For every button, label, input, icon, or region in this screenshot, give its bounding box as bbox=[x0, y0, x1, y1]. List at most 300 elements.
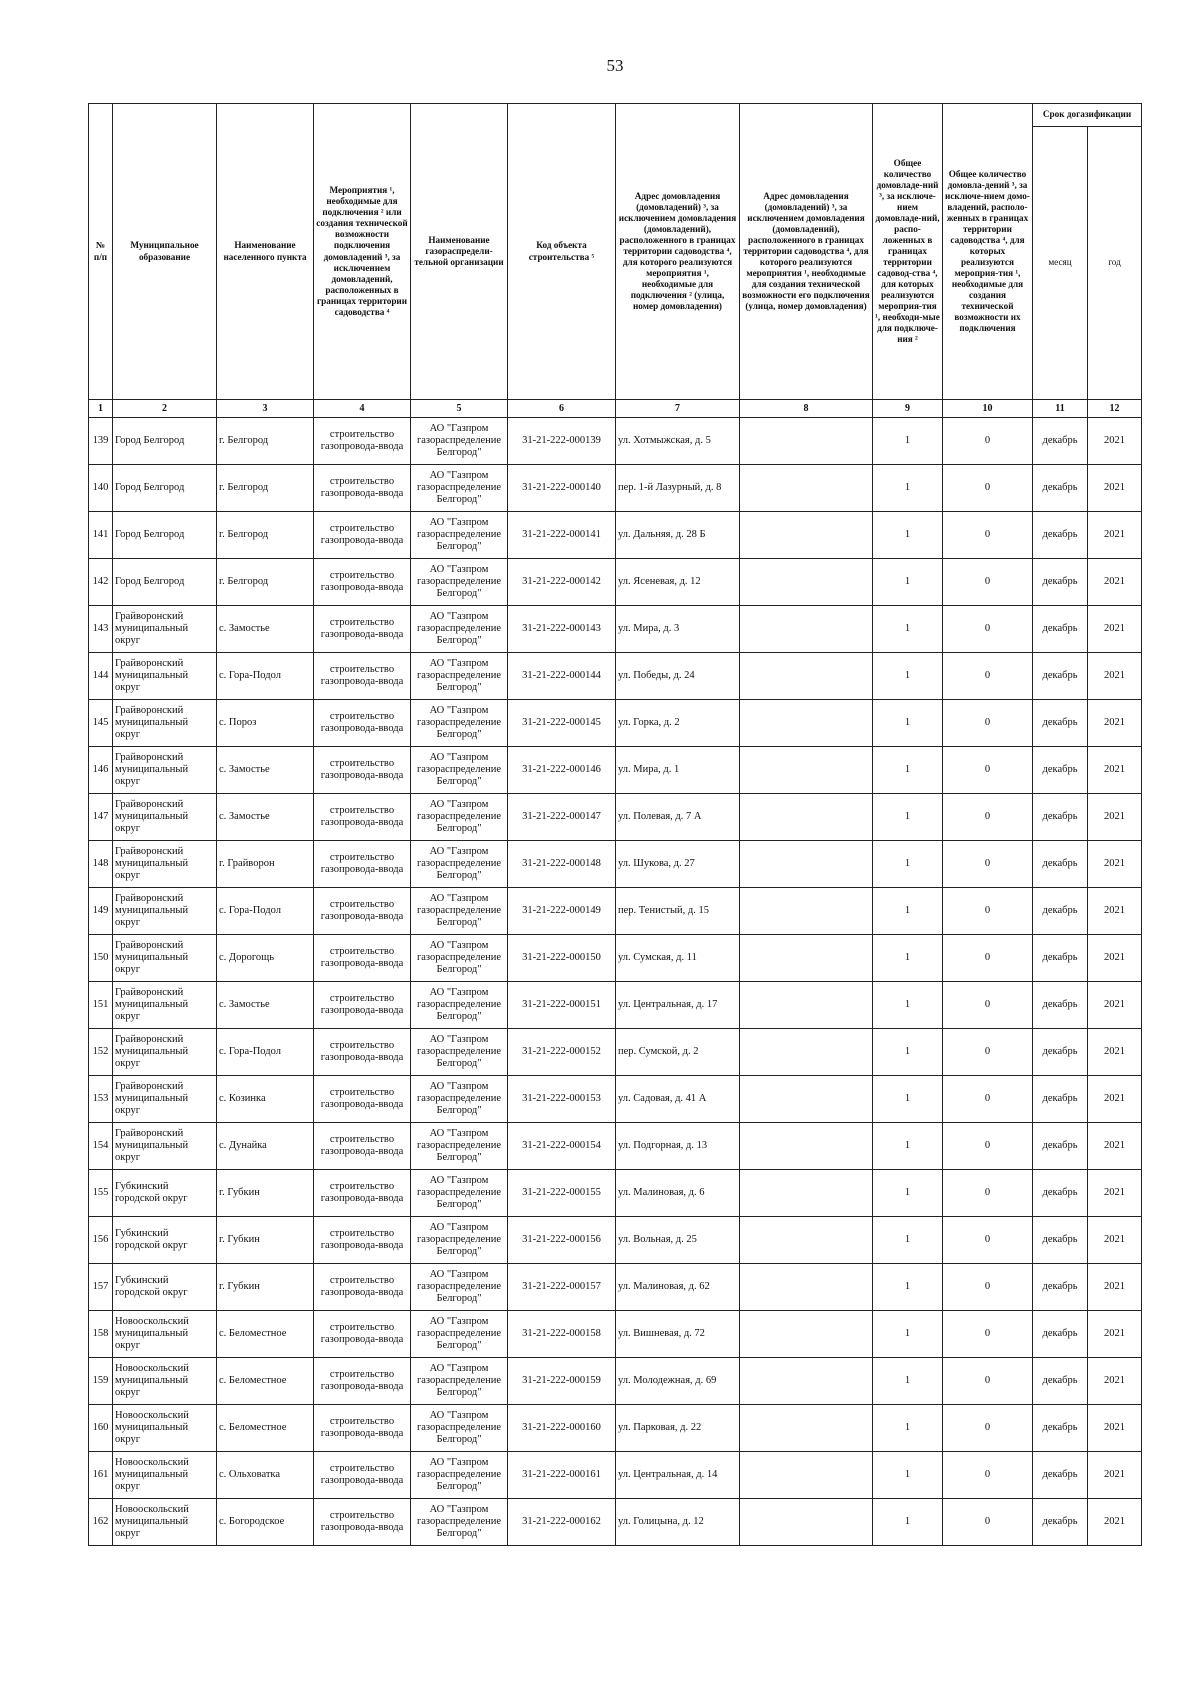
month-cell: декабрь bbox=[1033, 512, 1088, 559]
table-row bbox=[89, 1452, 1142, 1499]
municipality-cell: Грайворонский муниципальный округ bbox=[113, 935, 217, 982]
municipality-cell: Новооскольский муниципальный округ bbox=[113, 1452, 217, 1499]
address-cell: ул. Полевая, д. 7 А bbox=[616, 794, 740, 841]
header-year: год bbox=[1088, 127, 1142, 400]
year-cell: 2021 bbox=[1088, 1311, 1142, 1358]
column-number: 12 bbox=[1088, 400, 1142, 418]
gas-org-cell: АО "Газпром газораспределение Белгород" bbox=[411, 1170, 508, 1217]
month-cell: декабрь bbox=[1033, 841, 1088, 888]
table-row bbox=[89, 1499, 1142, 1546]
settlement-cell: г. Белгород bbox=[217, 512, 314, 559]
address-cell: ул. Малиновая, д. 62 bbox=[616, 1264, 740, 1311]
row-number: 156 bbox=[89, 1217, 113, 1264]
address-tech-cell bbox=[740, 465, 873, 512]
gas-org-cell: АО "Газпром газораспределение Белгород" bbox=[411, 935, 508, 982]
address-cell: ул. Молодежная, д. 69 bbox=[616, 1358, 740, 1405]
municipality-cell: Губкинский городской округ bbox=[113, 1264, 217, 1311]
municipality-cell: Грайворонский муниципальный округ bbox=[113, 982, 217, 1029]
gas-org-cell: АО "Газпром газораспределение Белгород" bbox=[411, 653, 508, 700]
table-row bbox=[89, 512, 1142, 559]
municipality-cell: Грайворонский муниципальный округ bbox=[113, 888, 217, 935]
year-cell: 2021 bbox=[1088, 1123, 1142, 1170]
measure-cell: строительство газопровода-ввода bbox=[314, 418, 411, 465]
count-connect-cell: 1 bbox=[873, 418, 943, 465]
count-tech-cell: 0 bbox=[943, 465, 1033, 512]
year-cell: 2021 bbox=[1088, 1029, 1142, 1076]
municipality-cell: Новооскольский муниципальный округ bbox=[113, 1311, 217, 1358]
column-numbers-row bbox=[89, 400, 1142, 418]
municipality-cell: Новооскольский муниципальный округ bbox=[113, 1405, 217, 1452]
year-cell: 2021 bbox=[1088, 606, 1142, 653]
address-tech-cell bbox=[740, 1170, 873, 1217]
measure-cell: строительство газопровода-ввода bbox=[314, 1311, 411, 1358]
gas-org-cell: АО "Газпром газораспределение Белгород" bbox=[411, 1217, 508, 1264]
month-cell: декабрь bbox=[1033, 700, 1088, 747]
object-code-cell: 31-21-222-000154 bbox=[508, 1123, 616, 1170]
header-measures: Мероприятия ¹, необходимые для подключения ² или создания технической возможности подключения домовладений ³, за исключением домовладений, расположенных в границах территории садоводства ⁴ bbox=[314, 104, 411, 400]
count-connect-cell: 1 bbox=[873, 1076, 943, 1123]
measure-cell: строительство газопровода-ввода bbox=[314, 1405, 411, 1452]
count-connect-cell: 1 bbox=[873, 1311, 943, 1358]
count-connect-cell: 1 bbox=[873, 841, 943, 888]
settlement-cell: г. Губкин bbox=[217, 1217, 314, 1264]
settlement-cell: с. Пороз bbox=[217, 700, 314, 747]
year-cell: 2021 bbox=[1088, 1076, 1142, 1123]
gas-org-cell: АО "Газпром газораспределение Белгород" bbox=[411, 606, 508, 653]
year-cell: 2021 bbox=[1088, 653, 1142, 700]
table-row bbox=[89, 1217, 1142, 1264]
object-code-cell: 31-21-222-000150 bbox=[508, 935, 616, 982]
address-tech-cell bbox=[740, 653, 873, 700]
table-row bbox=[89, 747, 1142, 794]
address-cell: ул. Победы, д. 24 bbox=[616, 653, 740, 700]
table-row bbox=[89, 1076, 1142, 1123]
count-connect-cell: 1 bbox=[873, 935, 943, 982]
settlement-cell: г. Белгород bbox=[217, 559, 314, 606]
address-cell: ул. Хотмыжская, д. 5 bbox=[616, 418, 740, 465]
count-tech-cell: 0 bbox=[943, 1123, 1033, 1170]
address-cell: ул. Вишневая, д. 72 bbox=[616, 1311, 740, 1358]
table-row bbox=[89, 935, 1142, 982]
row-number: 162 bbox=[89, 1499, 113, 1546]
measure-cell: строительство газопровода-ввода bbox=[314, 1170, 411, 1217]
column-number: 11 bbox=[1033, 400, 1088, 418]
table-row bbox=[89, 606, 1142, 653]
address-tech-cell bbox=[740, 1123, 873, 1170]
year-cell: 2021 bbox=[1088, 700, 1142, 747]
row-number: 144 bbox=[89, 653, 113, 700]
address-tech-cell bbox=[740, 700, 873, 747]
count-connect-cell: 1 bbox=[873, 1405, 943, 1452]
address-cell: ул. Мира, д. 3 bbox=[616, 606, 740, 653]
header-municipality: Муниципальное образование bbox=[113, 104, 217, 400]
month-cell: декабрь bbox=[1033, 888, 1088, 935]
year-cell: 2021 bbox=[1088, 1452, 1142, 1499]
month-cell: декабрь bbox=[1033, 1264, 1088, 1311]
address-cell: ул. Парковая, д. 22 bbox=[616, 1405, 740, 1452]
row-number: 147 bbox=[89, 794, 113, 841]
row-number: 143 bbox=[89, 606, 113, 653]
municipality-cell: Грайворонский муниципальный округ bbox=[113, 1029, 217, 1076]
count-tech-cell: 0 bbox=[943, 1499, 1033, 1546]
count-tech-cell: 0 bbox=[943, 1452, 1033, 1499]
address-tech-cell bbox=[740, 512, 873, 559]
month-cell: декабрь bbox=[1033, 1311, 1088, 1358]
header-term: Срок догазификации bbox=[1033, 104, 1142, 127]
row-number: 161 bbox=[89, 1452, 113, 1499]
address-tech-cell bbox=[740, 935, 873, 982]
address-tech-cell bbox=[740, 606, 873, 653]
settlement-cell: с. Дорогощь bbox=[217, 935, 314, 982]
gas-org-cell: АО "Газпром газораспределение Белгород" bbox=[411, 559, 508, 606]
settlement-cell: с. Беломестное bbox=[217, 1358, 314, 1405]
row-number: 146 bbox=[89, 747, 113, 794]
municipality-cell: Город Белгород bbox=[113, 418, 217, 465]
count-tech-cell: 0 bbox=[943, 512, 1033, 559]
gas-org-cell: АО "Газпром газораспределение Белгород" bbox=[411, 1405, 508, 1452]
row-number: 148 bbox=[89, 841, 113, 888]
gas-org-cell: АО "Газпром газораспределение Белгород" bbox=[411, 1029, 508, 1076]
object-code-cell: 31-21-222-000157 bbox=[508, 1264, 616, 1311]
count-tech-cell: 0 bbox=[943, 1311, 1033, 1358]
count-connect-cell: 1 bbox=[873, 1499, 943, 1546]
table-row bbox=[89, 1123, 1142, 1170]
settlement-cell: с. Гора-Подол bbox=[217, 888, 314, 935]
row-number: 141 bbox=[89, 512, 113, 559]
gas-org-cell: АО "Газпром газораспределение Белгород" bbox=[411, 1123, 508, 1170]
year-cell: 2021 bbox=[1088, 465, 1142, 512]
municipality-cell: Город Белгород bbox=[113, 512, 217, 559]
object-code-cell: 31-21-222-000144 bbox=[508, 653, 616, 700]
row-number: 154 bbox=[89, 1123, 113, 1170]
row-number: 155 bbox=[89, 1170, 113, 1217]
object-code-cell: 31-21-222-000146 bbox=[508, 747, 616, 794]
row-number: 142 bbox=[89, 559, 113, 606]
address-tech-cell bbox=[740, 982, 873, 1029]
count-tech-cell: 0 bbox=[943, 1405, 1033, 1452]
address-cell: ул. Шукова, д. 27 bbox=[616, 841, 740, 888]
header-object-code: Код объекта строительства ⁵ bbox=[508, 104, 616, 400]
address-tech-cell bbox=[740, 1452, 873, 1499]
count-tech-cell: 0 bbox=[943, 700, 1033, 747]
year-cell: 2021 bbox=[1088, 794, 1142, 841]
settlement-cell: с. Замостье bbox=[217, 982, 314, 1029]
count-tech-cell: 0 bbox=[943, 1170, 1033, 1217]
month-cell: декабрь bbox=[1033, 1405, 1088, 1452]
gas-org-cell: АО "Газпром газораспределение Белгород" bbox=[411, 1076, 508, 1123]
address-cell: ул. Сумская, д. 11 bbox=[616, 935, 740, 982]
settlement-cell: с. Ольховатка bbox=[217, 1452, 314, 1499]
column-number: 4 bbox=[314, 400, 411, 418]
row-number: 140 bbox=[89, 465, 113, 512]
month-cell: декабрь bbox=[1033, 465, 1088, 512]
gas-org-cell: АО "Газпром газораспределение Белгород" bbox=[411, 794, 508, 841]
year-cell: 2021 bbox=[1088, 1499, 1142, 1546]
address-cell: ул. Горка, д. 2 bbox=[616, 700, 740, 747]
month-cell: декабрь bbox=[1033, 606, 1088, 653]
gas-org-cell: АО "Газпром газораспределение Белгород" bbox=[411, 1358, 508, 1405]
header-num: № п/п bbox=[89, 104, 113, 400]
object-code-cell: 31-21-222-000151 bbox=[508, 982, 616, 1029]
month-cell: декабрь bbox=[1033, 559, 1088, 606]
object-code-cell: 31-21-222-000162 bbox=[508, 1499, 616, 1546]
table-row bbox=[89, 888, 1142, 935]
header-count-tech: Общее количество домовла-дений ³, за исключе-нием домо-владений, располо-женных в границах территории садоводства ⁴, для которых реализуются мероприя-тия ¹, необходимые для создания технической возможности их подключения bbox=[943, 104, 1033, 400]
address-cell: ул. Голицына, д. 12 bbox=[616, 1499, 740, 1546]
count-tech-cell: 0 bbox=[943, 559, 1033, 606]
address-cell: пер. 1-й Лазурный, д. 8 bbox=[616, 465, 740, 512]
measure-cell: строительство газопровода-ввода bbox=[314, 747, 411, 794]
count-connect-cell: 1 bbox=[873, 1217, 943, 1264]
municipality-cell: Новооскольский муниципальный округ bbox=[113, 1358, 217, 1405]
month-cell: декабрь bbox=[1033, 1123, 1088, 1170]
measure-cell: строительство газопровода-ввода bbox=[314, 1264, 411, 1311]
object-code-cell: 31-21-222-000140 bbox=[508, 465, 616, 512]
object-code-cell: 31-21-222-000158 bbox=[508, 1311, 616, 1358]
measure-cell: строительство газопровода-ввода bbox=[314, 700, 411, 747]
row-number: 153 bbox=[89, 1076, 113, 1123]
year-cell: 2021 bbox=[1088, 1217, 1142, 1264]
table-row bbox=[89, 1170, 1142, 1217]
gas-org-cell: АО "Газпром газораспределение Белгород" bbox=[411, 1311, 508, 1358]
table-row bbox=[89, 1264, 1142, 1311]
count-tech-cell: 0 bbox=[943, 653, 1033, 700]
count-tech-cell: 0 bbox=[943, 888, 1033, 935]
count-tech-cell: 0 bbox=[943, 982, 1033, 1029]
measure-cell: строительство газопровода-ввода bbox=[314, 1499, 411, 1546]
row-number: 150 bbox=[89, 935, 113, 982]
measure-cell: строительство газопровода-ввода bbox=[314, 1029, 411, 1076]
gas-org-cell: АО "Газпром газораспределение Белгород" bbox=[411, 1264, 508, 1311]
count-connect-cell: 1 bbox=[873, 1029, 943, 1076]
row-number: 145 bbox=[89, 700, 113, 747]
object-code-cell: 31-21-222-000147 bbox=[508, 794, 616, 841]
month-cell: декабрь bbox=[1033, 747, 1088, 794]
header-count-connect: Общее количество домовладе-ний ³, за исключе-нием домовладе-ний, распо-ложенных в границах территории садовод-ства ⁴, для которых реализуются мероприя-тия ¹, необходи-мые для подключе-ния ² bbox=[873, 104, 943, 400]
address-cell: ул. Ясеневая, д. 12 bbox=[616, 559, 740, 606]
measure-cell: строительство газопровода-ввода bbox=[314, 1217, 411, 1264]
year-cell: 2021 bbox=[1088, 559, 1142, 606]
count-connect-cell: 1 bbox=[873, 465, 943, 512]
count-tech-cell: 0 bbox=[943, 794, 1033, 841]
object-code-cell: 31-21-222-000161 bbox=[508, 1452, 616, 1499]
address-tech-cell bbox=[740, 794, 873, 841]
object-code-cell: 31-21-222-000153 bbox=[508, 1076, 616, 1123]
header-address-tech: Адрес домовладения (домовладений) ³, за исключением домовладения (домовладений), расположенного в границах территории садоводства ⁴, для которого реализуются мероприятия ¹, необходимые для создания технической возможности его подключения (улица, номер домовладения) bbox=[740, 104, 873, 400]
address-tech-cell bbox=[740, 747, 873, 794]
municipality-cell: Грайворонский муниципальный округ bbox=[113, 1123, 217, 1170]
address-cell: пер. Тенистый, д. 15 bbox=[616, 888, 740, 935]
address-cell: ул. Центральная, д. 17 bbox=[616, 982, 740, 1029]
address-tech-cell bbox=[740, 1029, 873, 1076]
table-row bbox=[89, 982, 1142, 1029]
table-row bbox=[89, 1358, 1142, 1405]
municipality-cell: Губкинский городской округ bbox=[113, 1217, 217, 1264]
month-cell: декабрь bbox=[1033, 1452, 1088, 1499]
measure-cell: строительство газопровода-ввода bbox=[314, 653, 411, 700]
address-cell: пер. Сумской, д. 2 bbox=[616, 1029, 740, 1076]
count-tech-cell: 0 bbox=[943, 747, 1033, 794]
count-tech-cell: 0 bbox=[943, 1217, 1033, 1264]
measure-cell: строительство газопровода-ввода bbox=[314, 606, 411, 653]
measure-cell: строительство газопровода-ввода bbox=[314, 1358, 411, 1405]
settlement-cell: с. Замостье bbox=[217, 794, 314, 841]
table-row bbox=[89, 794, 1142, 841]
month-cell: декабрь bbox=[1033, 1076, 1088, 1123]
count-tech-cell: 0 bbox=[943, 606, 1033, 653]
month-cell: декабрь bbox=[1033, 1499, 1088, 1546]
table-header bbox=[89, 104, 1142, 418]
object-code-cell: 31-21-222-000141 bbox=[508, 512, 616, 559]
count-connect-cell: 1 bbox=[873, 559, 943, 606]
measure-cell: строительство газопровода-ввода bbox=[314, 1123, 411, 1170]
gas-org-cell: АО "Газпром газораспределение Белгород" bbox=[411, 700, 508, 747]
gasification-table bbox=[88, 103, 1142, 1546]
count-connect-cell: 1 bbox=[873, 1358, 943, 1405]
row-number: 157 bbox=[89, 1264, 113, 1311]
count-connect-cell: 1 bbox=[873, 653, 943, 700]
object-code-cell: 31-21-222-000156 bbox=[508, 1217, 616, 1264]
year-cell: 2021 bbox=[1088, 512, 1142, 559]
object-code-cell: 31-21-222-000139 bbox=[508, 418, 616, 465]
address-tech-cell bbox=[740, 1076, 873, 1123]
measure-cell: строительство газопровода-ввода bbox=[314, 935, 411, 982]
month-cell: декабрь bbox=[1033, 653, 1088, 700]
count-connect-cell: 1 bbox=[873, 1264, 943, 1311]
municipality-cell: Грайворонский муниципальный округ bbox=[113, 1076, 217, 1123]
count-tech-cell: 0 bbox=[943, 841, 1033, 888]
municipality-cell: Грайворонский муниципальный округ bbox=[113, 653, 217, 700]
gas-org-cell: АО "Газпром газораспределение Белгород" bbox=[411, 1499, 508, 1546]
table-row bbox=[89, 559, 1142, 606]
settlement-cell: с. Гора-Подол bbox=[217, 653, 314, 700]
count-tech-cell: 0 bbox=[943, 418, 1033, 465]
month-cell: декабрь bbox=[1033, 1358, 1088, 1405]
settlement-cell: с. Беломестное bbox=[217, 1311, 314, 1358]
column-number: 9 bbox=[873, 400, 943, 418]
year-cell: 2021 bbox=[1088, 418, 1142, 465]
year-cell: 2021 bbox=[1088, 935, 1142, 982]
year-cell: 2021 bbox=[1088, 1264, 1142, 1311]
address-tech-cell bbox=[740, 1264, 873, 1311]
table-row bbox=[89, 1029, 1142, 1076]
municipality-cell: Город Белгород bbox=[113, 465, 217, 512]
row-number: 139 bbox=[89, 418, 113, 465]
address-tech-cell bbox=[740, 1499, 873, 1546]
object-code-cell: 31-21-222-000149 bbox=[508, 888, 616, 935]
measure-cell: строительство газопровода-ввода bbox=[314, 559, 411, 606]
measure-cell: строительство газопровода-ввода bbox=[314, 794, 411, 841]
year-cell: 2021 bbox=[1088, 888, 1142, 935]
row-number: 149 bbox=[89, 888, 113, 935]
address-cell: ул. Малиновая, д. 6 bbox=[616, 1170, 740, 1217]
count-tech-cell: 0 bbox=[943, 1264, 1033, 1311]
table-row bbox=[89, 1405, 1142, 1452]
measure-cell: строительство газопровода-ввода bbox=[314, 841, 411, 888]
table-body bbox=[89, 418, 1142, 1546]
header-gas-org: Наименование газораспредели-тельной организации bbox=[411, 104, 508, 400]
municipality-cell: Город Белгород bbox=[113, 559, 217, 606]
count-connect-cell: 1 bbox=[873, 1170, 943, 1217]
year-cell: 2021 bbox=[1088, 747, 1142, 794]
measure-cell: строительство газопровода-ввода bbox=[314, 1076, 411, 1123]
column-number: 6 bbox=[508, 400, 616, 418]
count-connect-cell: 1 bbox=[873, 888, 943, 935]
column-number: 5 bbox=[411, 400, 508, 418]
gas-org-cell: АО "Газпром газораспределение Белгород" bbox=[411, 465, 508, 512]
gas-org-cell: АО "Газпром газораспределение Белгород" bbox=[411, 841, 508, 888]
month-cell: декабрь bbox=[1033, 418, 1088, 465]
object-code-cell: 31-21-222-000143 bbox=[508, 606, 616, 653]
municipality-cell: Грайворонский муниципальный округ bbox=[113, 700, 217, 747]
settlement-cell: с. Богородское bbox=[217, 1499, 314, 1546]
settlement-cell: с. Замостье bbox=[217, 606, 314, 653]
header-settlement: Наименование населенного пункта bbox=[217, 104, 314, 400]
municipality-cell: Грайворонский муниципальный округ bbox=[113, 841, 217, 888]
row-number: 159 bbox=[89, 1358, 113, 1405]
measure-cell: строительство газопровода-ввода bbox=[314, 465, 411, 512]
count-connect-cell: 1 bbox=[873, 982, 943, 1029]
year-cell: 2021 bbox=[1088, 1170, 1142, 1217]
measure-cell: строительство газопровода-ввода bbox=[314, 888, 411, 935]
gas-org-cell: АО "Газпром газораспределение Белгород" bbox=[411, 982, 508, 1029]
object-code-cell: 31-21-222-000159 bbox=[508, 1358, 616, 1405]
count-tech-cell: 0 bbox=[943, 1076, 1033, 1123]
address-cell: ул. Садовая, д. 41 А bbox=[616, 1076, 740, 1123]
settlement-cell: с. Гора-Подол bbox=[217, 1029, 314, 1076]
address-cell: ул. Дальняя, д. 28 Б bbox=[616, 512, 740, 559]
gas-org-cell: АО "Газпром газораспределение Белгород" bbox=[411, 418, 508, 465]
month-cell: декабрь bbox=[1033, 1170, 1088, 1217]
address-cell: ул. Вольная, д. 25 bbox=[616, 1217, 740, 1264]
row-number: 152 bbox=[89, 1029, 113, 1076]
settlement-cell: с. Козинка bbox=[217, 1076, 314, 1123]
object-code-cell: 31-21-222-000142 bbox=[508, 559, 616, 606]
object-code-cell: 31-21-222-000145 bbox=[508, 700, 616, 747]
gas-org-cell: АО "Газпром газораспределение Белгород" bbox=[411, 888, 508, 935]
municipality-cell: Грайворонский муниципальный округ bbox=[113, 794, 217, 841]
month-cell: декабрь bbox=[1033, 935, 1088, 982]
count-tech-cell: 0 bbox=[943, 1358, 1033, 1405]
gas-org-cell: АО "Газпром газораспределение Белгород" bbox=[411, 1452, 508, 1499]
table-row bbox=[89, 1311, 1142, 1358]
address-tech-cell bbox=[740, 418, 873, 465]
settlement-cell: с. Замостье bbox=[217, 747, 314, 794]
row-number: 151 bbox=[89, 982, 113, 1029]
count-connect-cell: 1 bbox=[873, 606, 943, 653]
municipality-cell: Грайворонский муниципальный округ bbox=[113, 747, 217, 794]
object-code-cell: 31-21-222-000152 bbox=[508, 1029, 616, 1076]
gas-org-cell: АО "Газпром газораспределение Белгород" bbox=[411, 512, 508, 559]
count-tech-cell: 0 bbox=[943, 1029, 1033, 1076]
settlement-cell: г. Губкин bbox=[217, 1170, 314, 1217]
address-tech-cell bbox=[740, 888, 873, 935]
measure-cell: строительство газопровода-ввода bbox=[314, 512, 411, 559]
table-row bbox=[89, 653, 1142, 700]
municipality-cell: Новооскольский муниципальный округ bbox=[113, 1499, 217, 1546]
column-number: 1 bbox=[89, 400, 113, 418]
count-connect-cell: 1 bbox=[873, 1123, 943, 1170]
measure-cell: строительство газопровода-ввода bbox=[314, 1452, 411, 1499]
column-number: 7 bbox=[616, 400, 740, 418]
settlement-cell: с. Беломестное bbox=[217, 1405, 314, 1452]
column-number: 10 bbox=[943, 400, 1033, 418]
count-tech-cell: 0 bbox=[943, 935, 1033, 982]
settlement-cell: г. Грайворон bbox=[217, 841, 314, 888]
month-cell: декабрь bbox=[1033, 1029, 1088, 1076]
table-row bbox=[89, 700, 1142, 747]
count-connect-cell: 1 bbox=[873, 747, 943, 794]
